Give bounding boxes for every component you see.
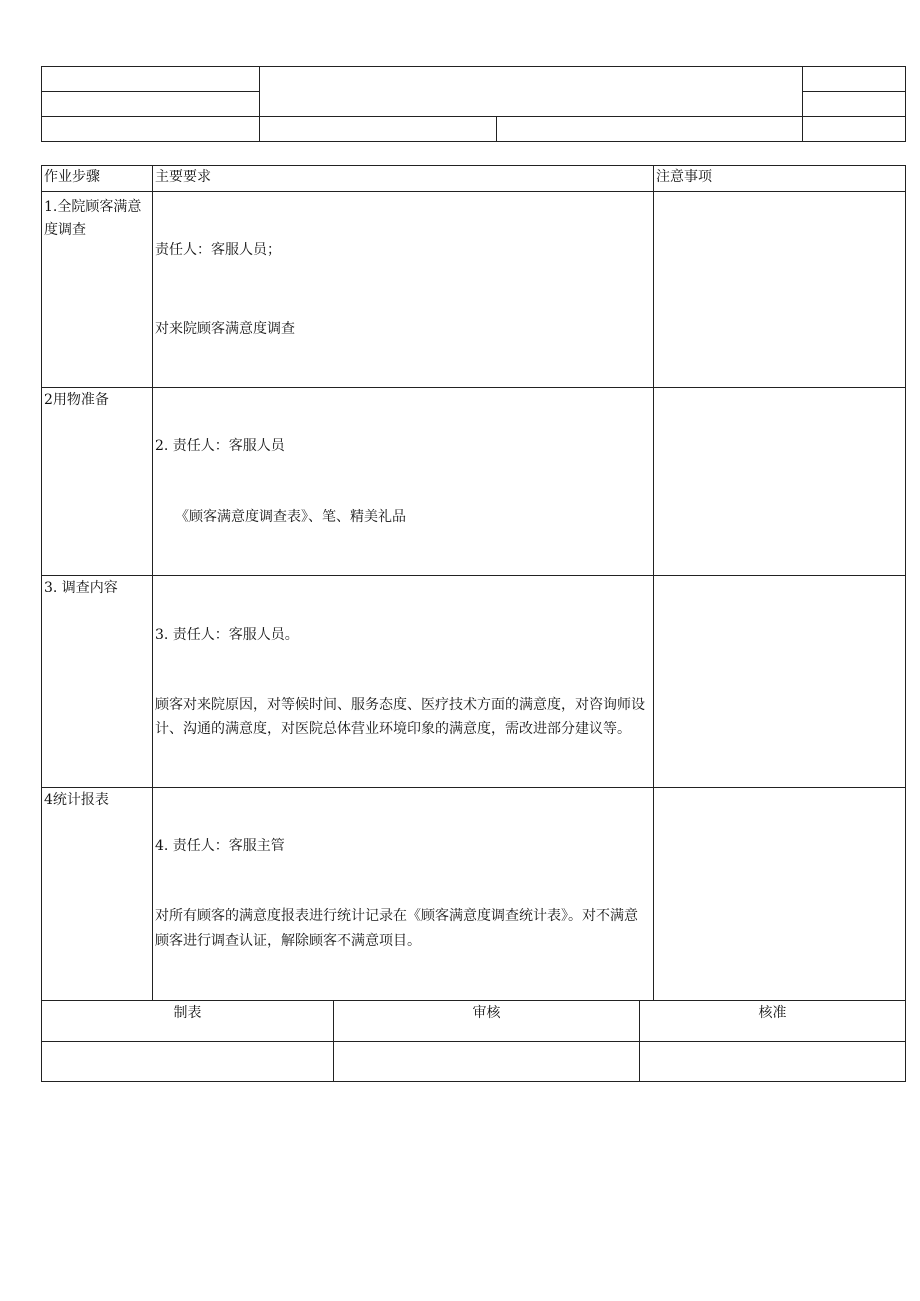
column-header-requirements: 主要要求 bbox=[153, 166, 654, 192]
requirements-cell bbox=[153, 192, 654, 388]
notes-cell bbox=[654, 788, 906, 1001]
procedure-table bbox=[41, 165, 906, 1082]
requirement-line: 顾客对来院原因，对等候时间、服务态度、医疗技术方面的满意度，对咨询师设计、沟通的满意度，对医院总体营业环境印象的满意度，需改进部分建议等。 bbox=[155, 697, 645, 737]
header-cell-doc-left-1 bbox=[42, 67, 260, 92]
signature-value-reviewed[interactable] bbox=[334, 1042, 640, 1082]
column-header-step: 作业步骤 bbox=[42, 166, 153, 192]
requirements-cell bbox=[153, 788, 654, 1001]
notes-cell bbox=[654, 388, 906, 576]
requirement-line: 3. 责任人：客服人员。 bbox=[155, 627, 299, 643]
header-cell-right-2 bbox=[803, 92, 906, 117]
requirements-cell bbox=[153, 576, 654, 788]
requirement-line: 《顾客满意度调查表》、笔、精美礼品 bbox=[175, 509, 406, 525]
notes-cell bbox=[654, 192, 906, 388]
notes-cell bbox=[654, 576, 906, 788]
step-cell: 3. 调查内容 bbox=[42, 576, 153, 788]
signature-label-prepared: 制表 bbox=[42, 1001, 334, 1042]
step-cell: 2用物准备 bbox=[42, 388, 153, 576]
requirement-line: 4. 责任人：客服主管 bbox=[155, 838, 285, 854]
requirements-cell bbox=[153, 388, 654, 576]
table-row bbox=[42, 788, 906, 1001]
signature-value-prepared[interactable] bbox=[42, 1042, 334, 1082]
header-cell-bottom-1 bbox=[42, 117, 260, 142]
signature-label-reviewed: 审核 bbox=[334, 1001, 640, 1042]
requirement-line: 责任人：客服人员； bbox=[155, 242, 281, 258]
header-cell-bottom-2 bbox=[260, 117, 497, 142]
requirement-line: 2. 责任人：客服人员 bbox=[155, 438, 285, 454]
requirement-line: 对所有顾客的满意度报表进行统计记录在《顾客满意度调查统计表》。对不满意顾客进行调查认证，解除顾客不满意项目。 bbox=[155, 908, 638, 949]
header-cell-bottom-3 bbox=[497, 117, 803, 142]
header-cell-right-1 bbox=[803, 67, 906, 92]
table-row bbox=[42, 192, 906, 388]
signature-value-approved[interactable] bbox=[640, 1042, 906, 1082]
header-cell-bottom-4 bbox=[803, 117, 906, 142]
step-cell: 1.全院顾客满意度调查 bbox=[42, 192, 153, 388]
table-row bbox=[42, 576, 906, 788]
signature-label-approved: 核准 bbox=[640, 1001, 906, 1042]
signature-value-row bbox=[42, 1042, 906, 1082]
column-header-notes: 注意事项 bbox=[654, 166, 906, 192]
requirement-line: 对来院顾客满意度调查 bbox=[155, 321, 295, 337]
form-header-table bbox=[41, 66, 906, 142]
step-cell: 4统计报表 bbox=[42, 788, 153, 1001]
table-row bbox=[42, 388, 906, 576]
header-cell-doc-left-2 bbox=[42, 92, 260, 117]
header-title-cell bbox=[260, 67, 803, 117]
signature-label-row bbox=[42, 1001, 906, 1042]
